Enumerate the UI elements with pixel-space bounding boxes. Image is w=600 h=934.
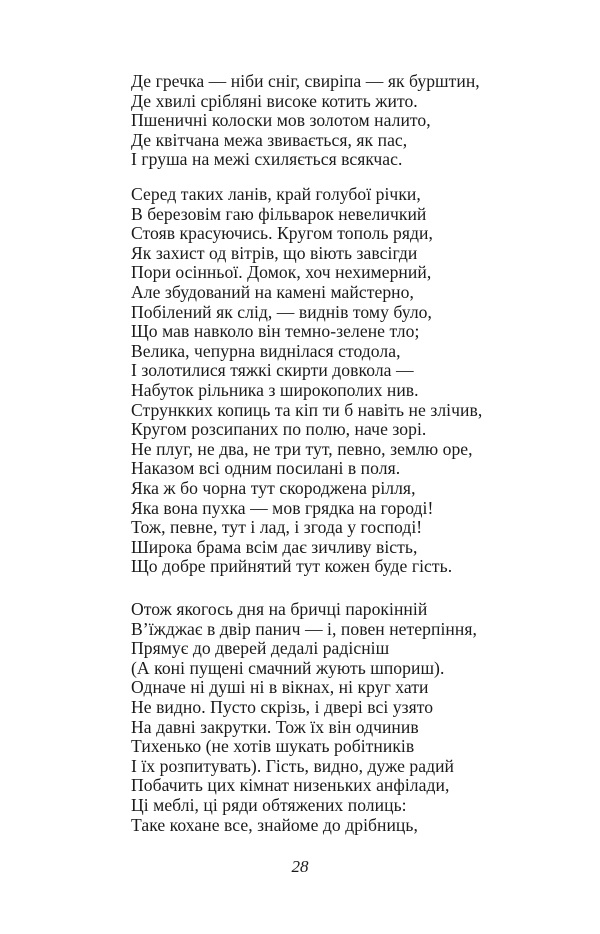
poem-line: Що мав навколо він темно-зелене тло;	[131, 321, 420, 342]
poem-line: Що добре прийнятий тут кожен буде гість.	[131, 556, 453, 577]
poem-line: І їх розпитувать). Гість, видно, дуже радий	[131, 755, 455, 776]
poem-line: Стрункких копиць та кіп ти б навіть не злічив,	[131, 399, 483, 420]
poem-line: Де хвилі срібляні високе котить жито.	[131, 90, 418, 111]
poem-line: Яка вона пухка — мов грядка на городі!	[131, 497, 434, 518]
poem-line: В’їжджає в двір панич — і, повен нетерпіння,	[131, 618, 477, 639]
poem-line: Пшеничні колоски мов золотом налито,	[131, 110, 431, 131]
poem-line: Таке кохане все, знайоме до дрібниць,	[131, 814, 418, 835]
poem-line: І груша на межі схиляється всякчас.	[131, 149, 403, 170]
poem-line: Прямує до дверей дедалі радісніш	[131, 638, 390, 659]
poem-line: Як захист од вітрів, що віють завсігди	[131, 242, 418, 263]
poem-line: Не плуг, не два, не три тут, певно, землю оре,	[131, 438, 473, 459]
poem-line: Одначе ні душі ні в вікнах, ні круг хати	[131, 677, 429, 698]
poem-line: Велика, чепурна виднілася стодола,	[131, 340, 401, 361]
poem-line: Стояв красуючись. Кругом тополь ряди,	[131, 223, 433, 244]
poem-line: І золотилися тяжкі скирти довкола —	[131, 360, 414, 381]
poem-line: Отож якогось дня на бричці парокінній	[131, 599, 428, 619]
poem-line: Широка брама всім дає зичливу вість,	[131, 536, 418, 557]
poem-line: Де квітчана межа звивається, як пас,	[131, 129, 408, 150]
poem-line: Пори осінньої. Домок, хоч нехимерний,	[131, 262, 432, 283]
poem-line: Яка ж бо чорна тут скороджена рілля,	[131, 477, 416, 498]
poem-line: В березовім гаю фільварок невеличкий	[131, 203, 427, 224]
poem-line: На давні закрутки. Тож їх він одчинив	[131, 716, 419, 737]
poem-line: Де гречка — ніби сніг, свиріпа — як бурштин,	[131, 71, 480, 91]
poem-line: Не видно. Пусто скрізь, і двері всі узято	[131, 696, 434, 717]
poem-line: Але збудований на камені майстерно,	[131, 281, 414, 302]
stanza	[131, 600, 551, 835]
poem-line: Побачить цих кімнат низеньких анфілади,	[131, 775, 450, 796]
poem-line: Тож, певне, тут і лад, і згода у господі!	[131, 517, 423, 538]
page-number: 28	[291, 857, 309, 876]
poem-line: Побілений як слід, — виднів тому було,	[131, 301, 432, 322]
stanza	[131, 185, 551, 577]
poem-line: Серед таких ланів, край голубої річки,	[131, 184, 421, 204]
stanza	[131, 72, 551, 170]
poem-line: Наказом всі одним посилані в поля.	[131, 458, 401, 479]
poem-line: Тихенько (не хотів шукать робітників	[131, 736, 415, 757]
poem-line: Кругом розсипаних по полю, наче зорі.	[131, 419, 427, 440]
poem-line: Набуток рільника з широкополих нив.	[131, 379, 419, 400]
poem-line: Ці меблі, ці ряди обтяжених полиць:	[131, 794, 407, 815]
poem-line: (А коні пущені смачний жують шпориш).	[131, 657, 445, 678]
